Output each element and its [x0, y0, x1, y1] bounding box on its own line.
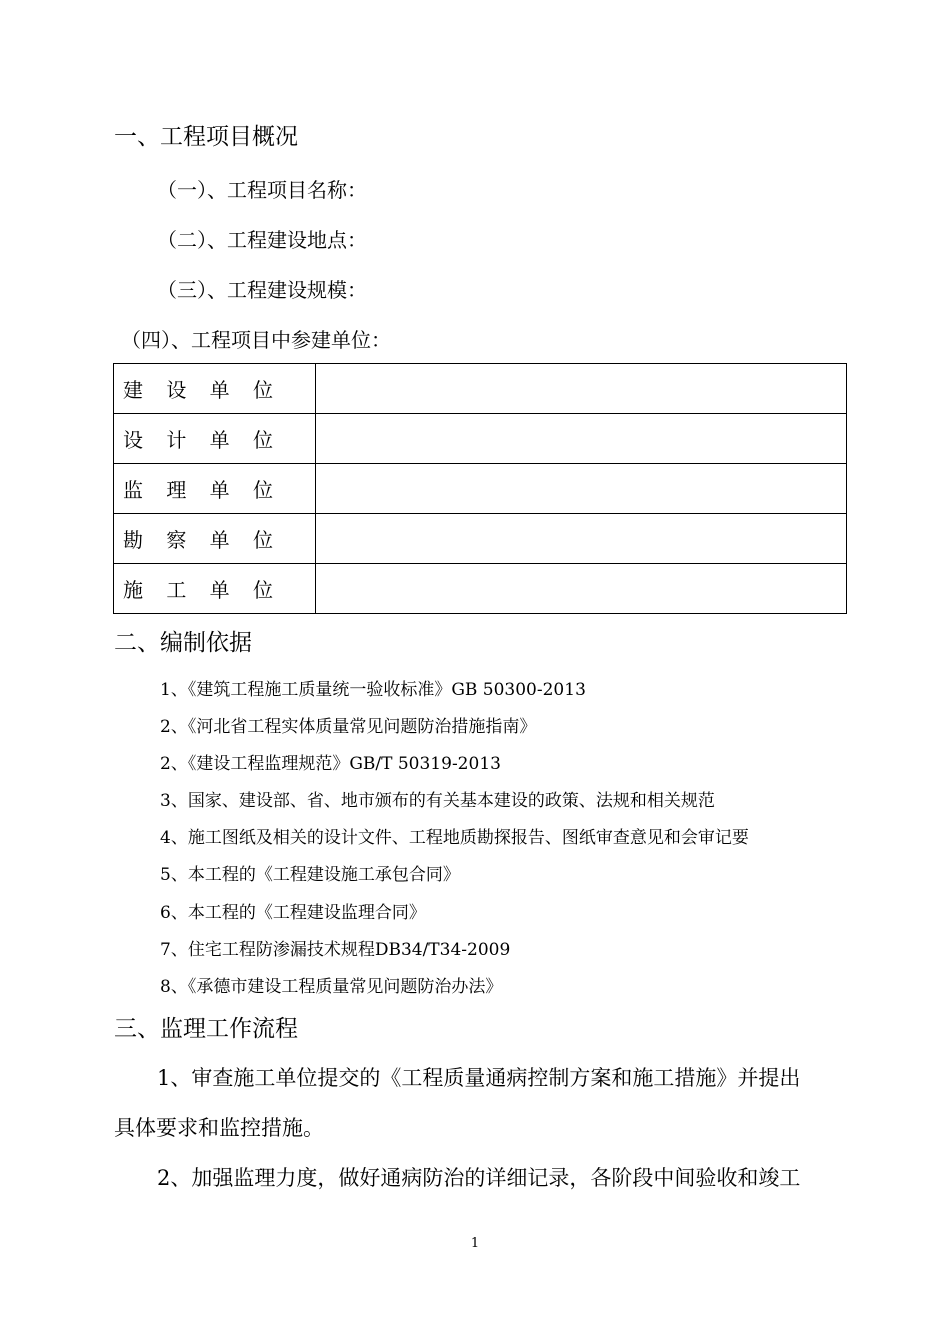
unit-name-value[interactable] [316, 414, 847, 464]
paragraph-1-line-2: 具体要求和监控措施。 [114, 1116, 324, 1140]
unit-type-label [114, 364, 316, 414]
basis-item: 8、《承德市建设工程质量常见问题防治办法》 [160, 977, 503, 997]
unit-name-value[interactable] [316, 364, 847, 414]
unit-type-char: 设 [166, 378, 187, 402]
participating-units-table [113, 363, 847, 614]
unit-type-label [114, 514, 316, 564]
unit-type-char: 建 [123, 378, 143, 402]
unit-type-char: 工 [166, 578, 187, 602]
units-table-row [114, 364, 847, 414]
units-table-row [114, 414, 847, 464]
unit-type-char: 监 [123, 478, 143, 502]
unit-type-char: 位 [252, 478, 273, 502]
project-location-item: （二）、工程建设地点： [157, 228, 367, 252]
page-number: 1 [470, 1236, 480, 1251]
section3-heading: 三、监理工作流程 [114, 1016, 298, 1042]
project-scale-item: （三）、工程建设规模： [157, 278, 367, 302]
basis-item: 2、《河北省工程实体质量常见问题防治措施指南》 [160, 717, 537, 737]
unit-type-label [114, 414, 316, 464]
unit-type-char: 单 [209, 578, 230, 602]
unit-name-value[interactable] [316, 514, 847, 564]
unit-type-label [114, 464, 316, 514]
section2-heading: 二、编制依据 [114, 630, 252, 656]
basis-item: 4、施工图纸及相关的设计文件、工程地质勘探报告、图纸审查意见和会审记要 [160, 828, 749, 848]
units-table-row [114, 514, 847, 564]
section1-heading: 一、工程项目概况 [114, 124, 298, 150]
project-name-item: （一）、工程项目名称： [157, 178, 367, 202]
unit-type-char: 单 [209, 378, 230, 402]
paragraph-1-line-1: 1、审查施工单位提交的《工程质量通病控制方案和施工措施》并提出 [157, 1066, 801, 1090]
unit-type-char: 单 [209, 478, 230, 502]
unit-type-char: 勘 [123, 528, 143, 552]
unit-type-char: 位 [252, 528, 273, 552]
basis-item: 5、本工程的《工程建设施工承包合同》 [160, 865, 460, 885]
unit-type-label [114, 564, 316, 614]
unit-type-char: 位 [252, 428, 273, 452]
unit-name-value[interactable] [316, 464, 847, 514]
unit-type-char: 单 [209, 528, 230, 552]
unit-type-char: 设 [123, 428, 143, 452]
unit-type-char: 施 [123, 578, 143, 602]
unit-type-char: 理 [166, 478, 187, 502]
units-table-row [114, 464, 847, 514]
unit-type-char: 单 [209, 428, 230, 452]
unit-name-value[interactable] [316, 564, 847, 614]
basis-item: 2、《建设工程监理规范》GB/T 50319-2013 [160, 754, 501, 774]
basis-item: 6、本工程的《工程建设监理合同》 [160, 903, 426, 923]
participating-units-item: （四）、工程项目中参建单位： [121, 328, 391, 352]
paragraph-2-line-1: 2、加强监理力度，做好通病防治的详细记录，各阶段中间验收和竣工 [157, 1166, 801, 1190]
unit-type-char: 位 [252, 578, 273, 602]
unit-type-char: 察 [166, 528, 187, 552]
unit-type-char: 计 [166, 428, 187, 452]
unit-type-char: 位 [252, 378, 273, 402]
basis-item: 3、国家、建设部、省、地市颁布的有关基本建设的政策、法规和相关规范 [160, 791, 715, 811]
basis-item: 7、住宅工程防渗漏技术规程DB34/T34-2009 [160, 940, 511, 960]
basis-item: 1、《建筑工程施工质量统一验收标准》GB 50300-2013 [160, 680, 586, 700]
units-table-row [114, 564, 847, 614]
